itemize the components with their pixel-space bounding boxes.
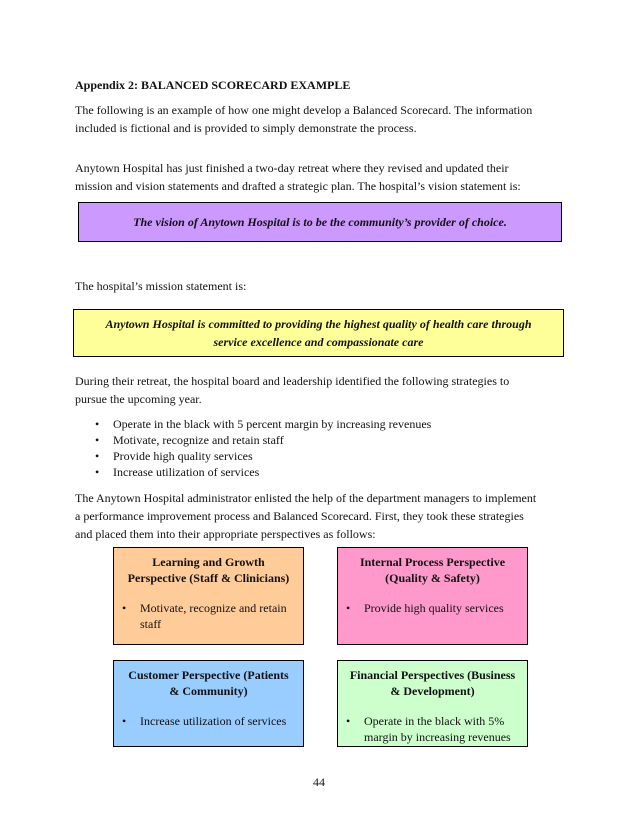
mission-line: service excellence and compassionate care [213, 335, 424, 349]
list-item: • Operate in the black with 5 percent margin by increasing revenues [95, 417, 432, 431]
perspective-title: Learning and Growth Perspective (Staff & Clinicians) [127, 555, 290, 585]
perspective-item: • Operate in the black with 5% margin by increasing revenues [346, 714, 511, 744]
customer-perspective-box [113, 660, 304, 747]
financial-perspective-box [337, 660, 528, 747]
vision-statement-box: The vision of Anytown Hospital is to be the community’s provider of choice. [78, 202, 562, 242]
bullet-icon: • [122, 601, 127, 615]
mission-line: Anytown Hospital is committed to providing the highest quality of health care through [105, 317, 532, 331]
strategies-list [95, 416, 431, 480]
list-item: • Provide high quality services [95, 449, 253, 463]
retreat-line: Anytown Hospital has just finished a two-day retreat where they revised and updated their [75, 161, 509, 175]
administrator-line: a performance improvement process and Balanced Scorecard. First, they took these strategies [75, 509, 524, 523]
bullet-icon: • [122, 714, 127, 728]
perspective-title: Internal Process Perspective (Quality & Safety) [359, 555, 506, 585]
administrator-line: and placed them into their appropriate perspectives as follows: [75, 527, 376, 541]
retreat-paragraph [75, 159, 565, 195]
intro-line: included is fictional and is provided to simply demonstrate the process. [75, 121, 417, 135]
bullet-icon: • [346, 601, 351, 615]
intro-line: The following is an example of how one might develop a Balanced Scorecard. The information [75, 103, 533, 117]
perspective-item: • Increase utilization of services [122, 714, 287, 728]
appendix-heading: Appendix 2: BALANCED SCORECARD EXAMPLE [75, 78, 351, 92]
learning-growth-perspective-box [113, 547, 304, 645]
perspective-title: Customer Perspective (Patients & Community) [128, 668, 289, 698]
bullet-icon: • [95, 417, 100, 431]
strategies-intro-line: pursue the upcoming year. [75, 392, 202, 406]
administrator-paragraph [75, 489, 565, 543]
bullet-icon: • [95, 433, 100, 447]
administrator-line: The Anytown Hospital administrator enlisted the help of the department managers to implement [75, 491, 537, 505]
perspective-item: • Provide high quality services [346, 601, 504, 615]
list-item: • Motivate, recognize and retain staff [95, 433, 284, 447]
retreat-line: mission and vision statements and drafted a strategic plan. The hospital’s vision statement is: [75, 179, 521, 193]
intro-paragraph [75, 101, 565, 137]
internal-process-perspective-box [337, 547, 528, 645]
perspective-item: • Motivate, recognize and retain staff [122, 601, 287, 631]
bullet-icon: • [346, 714, 351, 728]
perspective-title: Financial Perspectives (Business & Development) [349, 668, 516, 698]
mission-intro: The hospital’s mission statement is: [75, 279, 247, 293]
bullet-icon: • [95, 449, 100, 463]
strategies-intro [75, 372, 565, 408]
bullet-icon: • [95, 465, 100, 479]
list-item: • Increase utilization of services [95, 465, 260, 479]
strategies-intro-line: During their retreat, the hospital board and leadership identified the following strategies to [75, 374, 510, 388]
mission-statement-box [73, 309, 564, 357]
page-number: 44 [313, 775, 325, 789]
